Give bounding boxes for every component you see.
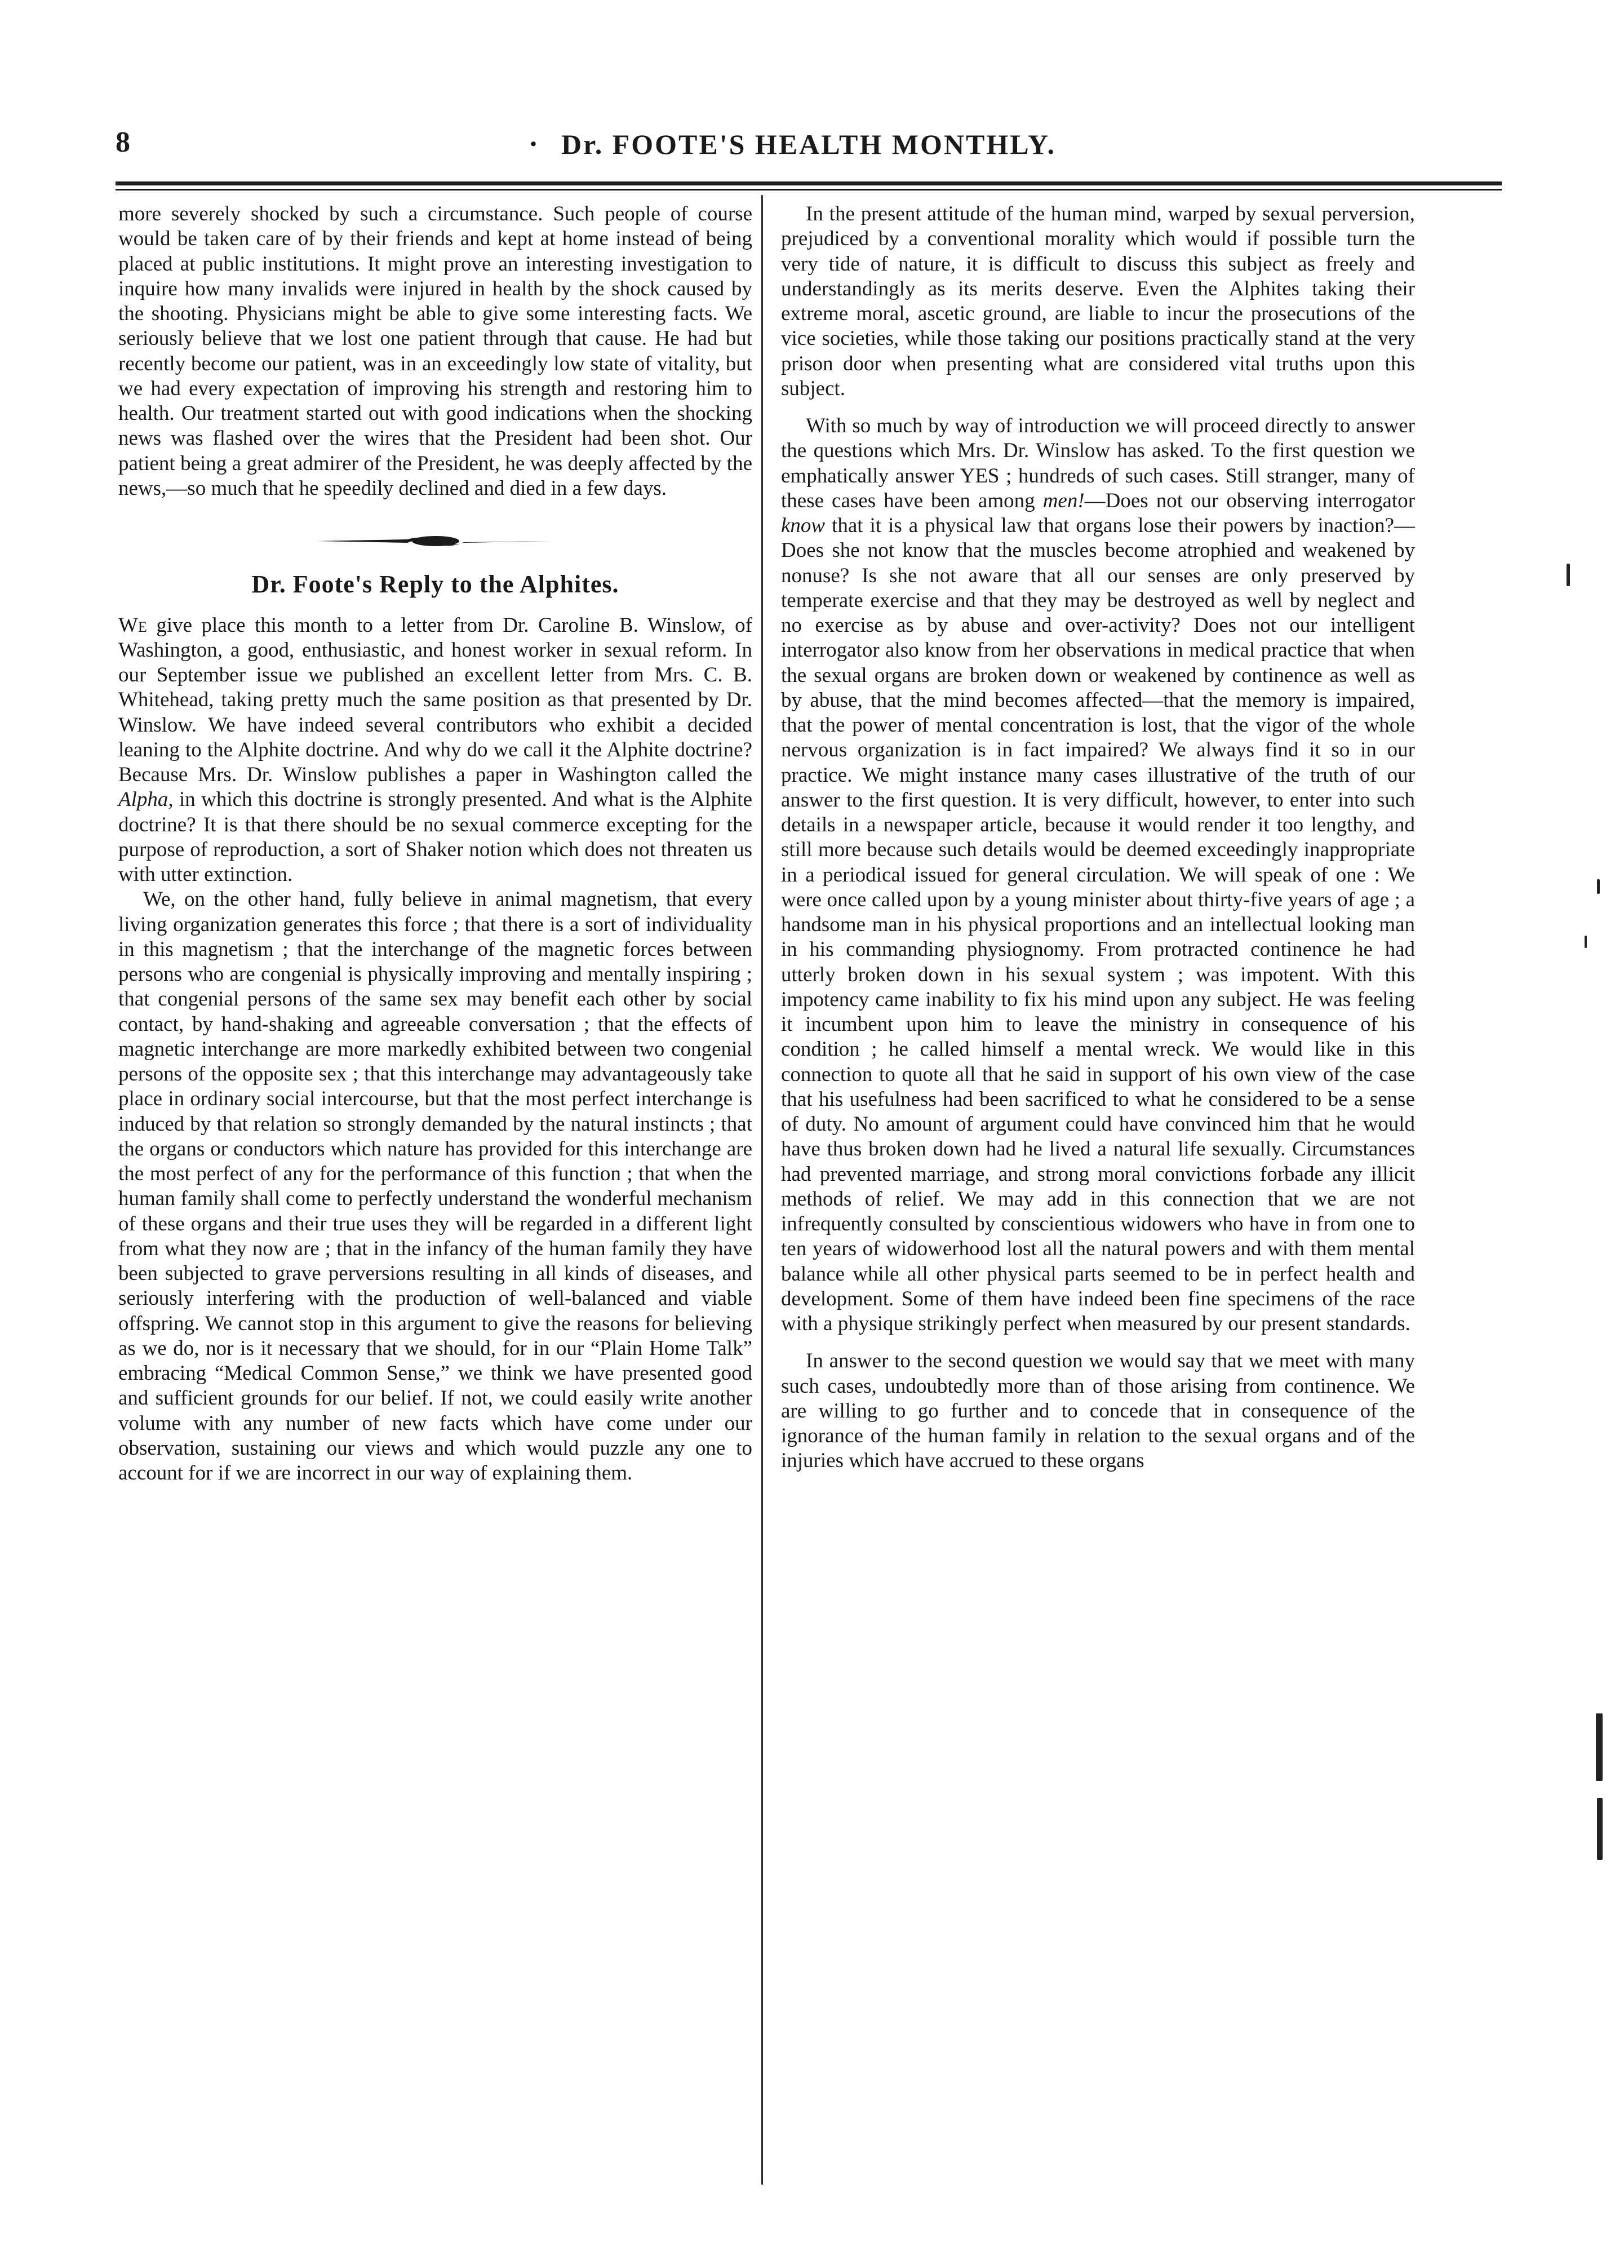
right-paragraph-2-c: that it is a physical law that organs lose their powers by inaction?—Does she not know that the muscles become atrophied and weakened by nonuse? Is she not aware that all our senses are only preserved by temperate exercise and that they may be destroyed as well by neglect and no exercise as by abuse and over-activity? Does not our intelligent interrogator also know from her observations in medical practice that when the sexual organs are broken down or weakened by continence as well as by abuse, that the mind becomes affected—that the memory is impaired, that the power of mental concentration is lost, that the vigor of the whole nervous organization is in fact impaired? We always find it so in our practice. We might instance many cases illustrative of the truth of our answer to the first question. It is very difficult, however, to enter into such details in a newspaper article, because it would render it too lengthy, and still more because such details would be deemed exceedingly inappropriate in a periodical issued for general circulation. We will speak of one : We were once called upon by a young minister about thirty-five years of age ; a handsome man in his physical proportions and an intellectual looking man in his commanding physiognomy. From protracted continence he had utterly broken down in his sexual system ; was impotent. With this impotency came inability to fix his mind upon any subject. He was feeling it incumbent upon him to leave the ministry in consequence of his condition ; he called himself a mental wreck. We would like in this connection to quote all that he said in support of his own view of the case that his usefulness had been sacrificed to what he considered to be a sense of duty. No amount of argument could have convinced him that he would have thus broken down had he lived a natural life sexually. Circumstances had prevented marriage, and strong moral convictions forbade any illicit methods of relief. We may add in this connection that we are not infrequently consulted by conscientious widowers who have in from one to ten years of widowerhood lost all the natural powers and with them mental balance while all other physical parts seemed to be in perfect health and development. Some of them have indeed been fine specimens of the race with a physique strikingly perfect when measured by our present standards.	[781, 514, 1416, 1335]
running-title: Dr. FOOTE'S HEALTH MONTHLY.	[561, 129, 1056, 160]
margin-mark	[1567, 564, 1570, 586]
ornament-divider-icon	[317, 533, 554, 550]
page-number: 8	[116, 126, 130, 158]
drop-word: We	[118, 613, 147, 637]
right-column	[781, 202, 1415, 1474]
left-paragraph-1: more severely shocked by such a circumstance. Such people of course would be taken care of by their friends and kept at home instead of being placed at public institutions. It might prove an interesting investigation to inquire how many invalids were injured in health by the shock caused by the shooting. Physicians might be able to give some interesting facts. We seriously believe that we lost one patient through that cause. He had but recently become our patient, was in an exceedingly low state of vitality, but we had every expectation of improving his strength and restoring him to health. Our treatment started out with good indications when the shocking news was flashed over the wires that the President had been shot. Our patient being a great admirer of the President, he was deeply affected by the news,—so much that he speedily declined and died in a few days.	[118, 202, 752, 500]
left-paragraph-3: We, on the other hand, fully believe in animal magnetism, that every living organization generates this force ; that there is a sort of individuality in this magnetism ; that the interchange of the magnetic forces between persons who are congenial is physically improving and mentally inspiring ; that congenial persons of the same sex may benefit each other by social contact, by hand-shaking and agreeable conversation ; that the effects of magnetic interchange are more markedly exhibited between two congenial persons of the opposite sex ; that this interchange may advantageously take place in ordinary social intercourse, but that the most perfect interchange is induced by that relation so strongly demanded by the natural instincts ; that the organs or conductors which nature has provided for this interchange are the most perfect of any for the performance of this function ; that when the human family shall come to perfectly understand the wonderful mechanism of these organs and their true uses they will be regarded in a different light from what they now are ; that in the infancy of the human family they have been subjected to grave perversions resulting in all kinds of diseases, and seriously interfering with the production of well-balanced and viable offspring. We cannot stop in this argument to give the reasons for believing as we do, nor is it necessary that we should, for in our “Plain Home Talk” embracing “Medical Common Sense,” we think we have presented good and sufficient grounds for our belief. If not, we could easily write another volume with any number of new facts which have come under our observation, sustaining our views and which would puzzle any one to account for if we are incorrect in our way of explaining them.	[118, 888, 752, 1485]
right-paragraph-2	[781, 414, 1415, 1336]
header-rule-thin	[116, 189, 1502, 191]
right-paragraph-2-a: With so much by way of introduction we will proceed directly to answer the questions which Mrs. Dr. Winslow has asked. To the first question we emphatically answer YES ; hundreds of such cases. Still stranger, many of these cases have been among	[781, 414, 1415, 512]
left-column	[118, 202, 752, 1486]
left-paragraph-2-body: give place this month to a letter from Dr. Caroline B. Winslow, of Washington, a good, enthusiastic, and honest worker in sexual reform. In our September issue we published an excellent letter from Mrs. C. B. Whitehead, taking pretty much the same position as that presented by Dr. Winslow. We have indeed several contributors who exhibit a decided leaning to the Alphite doctrine. And why do we call it the Alphite doctrine? Because Mrs. Dr. Winslow publishes a paper in Washington called the	[118, 613, 752, 787]
right-paragraph-2-b: —Does not our observing interrogator	[1084, 489, 1416, 512]
margin-mark	[1597, 1798, 1603, 1860]
left-paragraph-2	[118, 613, 752, 888]
right-paragraph-3: In answer to the second question we would say that we meet with many such cases, undoubtedly more than of those arising from continence. We are willing to go further and to concede that in consequence of the ignorance of the human family in relation to the sexual organs and of the injuries which have accrued to these organs	[781, 1349, 1415, 1473]
page-header	[116, 116, 1502, 178]
alpha-title: Alpha,	[118, 788, 174, 812]
emphasis-know: know	[781, 514, 826, 537]
emphasis-men: men!	[1042, 489, 1085, 512]
header-dot: .	[530, 121, 537, 153]
right-paragraph-1: In the present attitude of the human mind, warped by sexual perversion, prejudiced by a conventional morality which would if possible turn the very tide of nature, it is difficult to discuss this subject as freely and understandingly as its merits deserve. Even the Alphites taking their extreme moral, ascetic ground, are liable to incur the prosecutions of the vice societies, while those taking our positions practically stand at the very prison door when presenting what are considered vital truths upon this subject.	[781, 202, 1415, 400]
header-rule-thick	[116, 181, 1502, 185]
left-paragraph-2-tail: in which this doctrine is strongly presented. And what is the Alphite doctrine? It is that there should be no sexual commerce excepting for the purpose of reproduction, a sort of Shaker notion which does not threaten us with utter extinction.	[118, 788, 752, 887]
section-heading: Dr. Foote's Reply to the Alphites.	[251, 570, 619, 598]
margin-mark	[1585, 936, 1587, 948]
column-divider	[761, 195, 763, 2185]
margin-mark	[1596, 1713, 1603, 1781]
margin-mark	[1597, 879, 1600, 894]
